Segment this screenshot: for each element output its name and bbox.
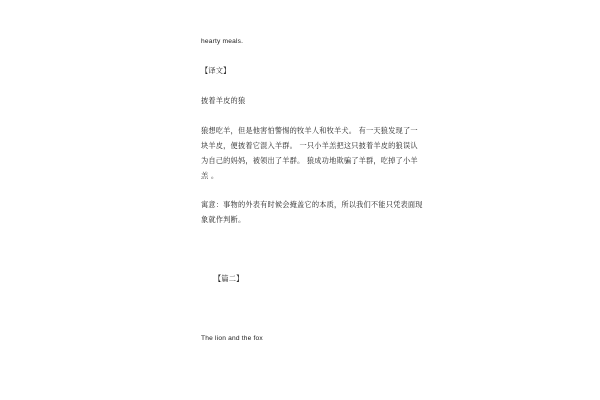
section-heading-part-two: 【篇二】 [214, 274, 244, 283]
paragraph-line: 羔 。 [201, 171, 219, 180]
paragraph-line: 块羊皮，便披着它混入羊群。 一只小羊羔把这只披着羊皮的狼误认 [201, 141, 418, 150]
moral-line: 寓意：事物的外表有时候会掩盖它的本质，所以我们不能只凭表面现 [201, 200, 423, 209]
moral-line: 象就作判断。 [201, 215, 246, 224]
story-title-lion-fox: The lion and the fox [201, 335, 263, 342]
paragraph-line: 狼想吃羊，但是他害怕警惕的牧羊人和牧羊犬。 有一天狼发现了一 [201, 126, 418, 135]
section-heading-translation: 【译文】 [201, 66, 231, 75]
text-line-hearty-meals: hearty meals. [201, 38, 244, 45]
paragraph-line: 为自己的妈妈，被领出了羊群。 狼成功地欺骗了羊群，吃掉了小羊 [201, 156, 418, 165]
story-title: 披着羊皮的狼 [201, 96, 246, 105]
